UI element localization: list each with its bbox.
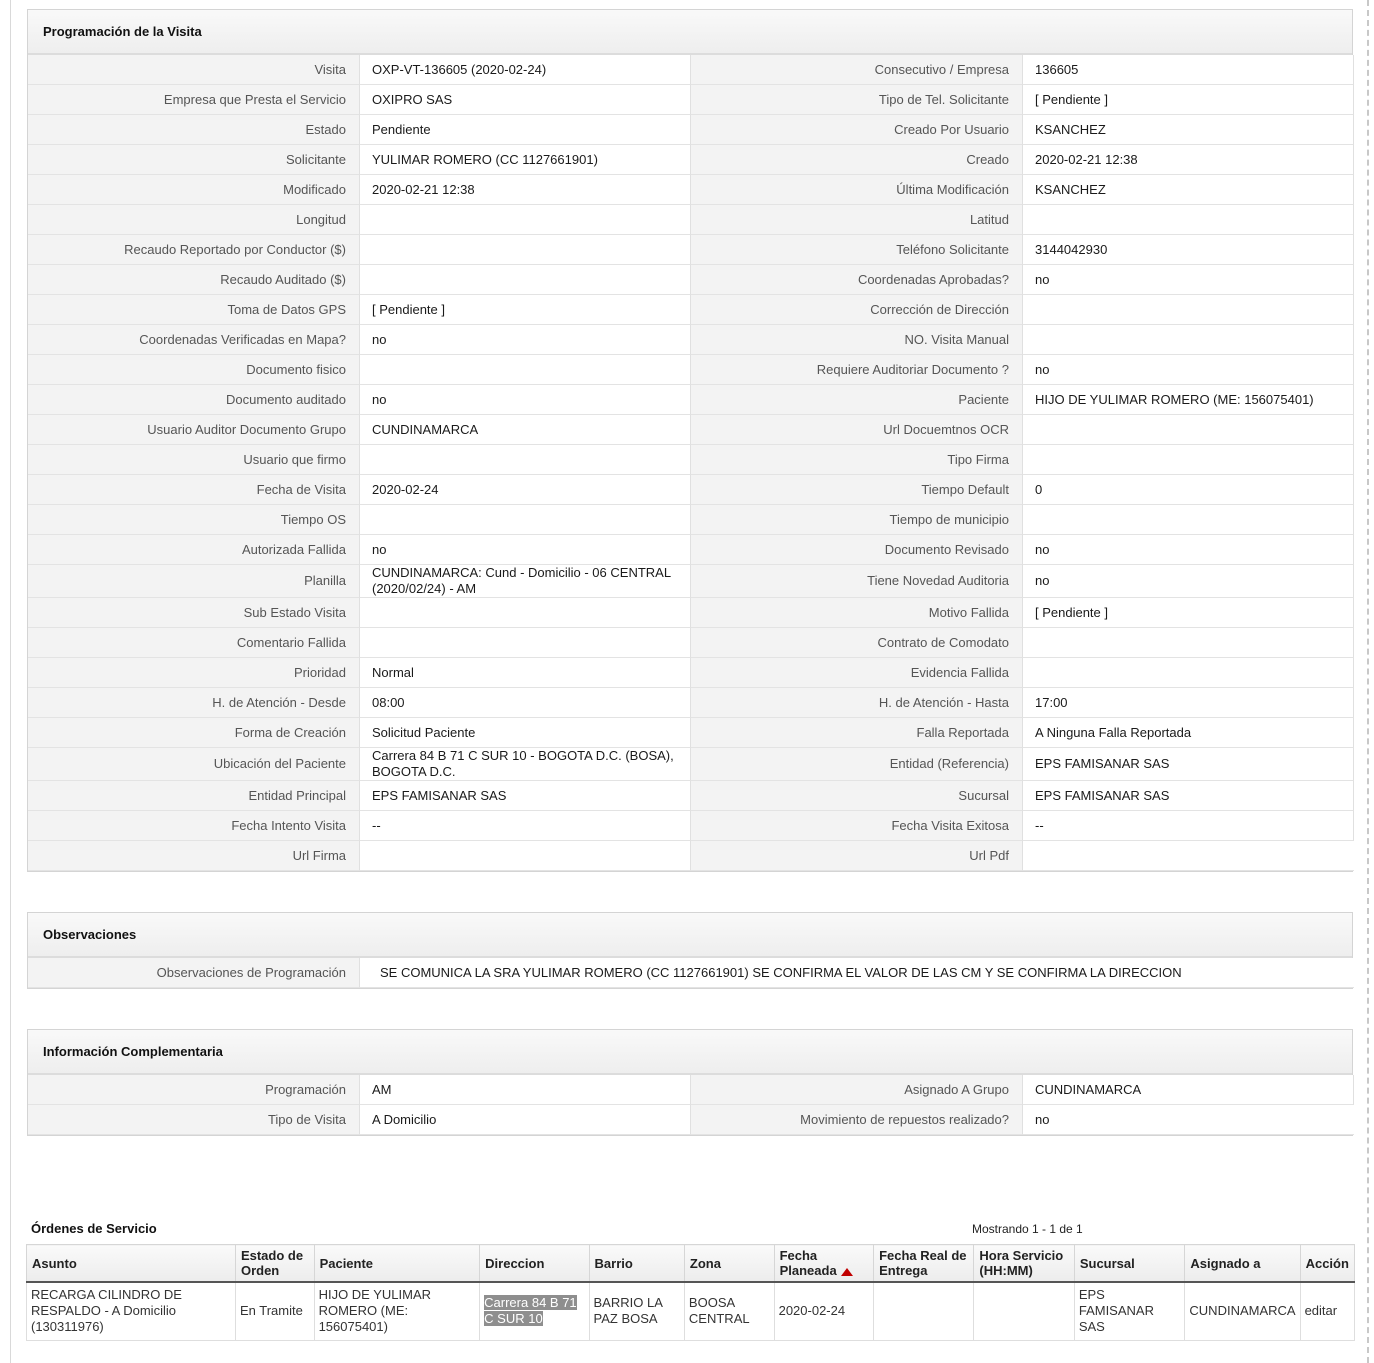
field-label: Paciente xyxy=(691,385,1023,415)
field-value: CUNDINAMARCA: Cund - Domicilio - 06 CENTRAL (2020/02/24) - AM xyxy=(360,565,691,598)
field-label: Estado xyxy=(28,115,360,145)
field-value: OXIPRO SAS xyxy=(360,85,691,115)
field-label: Usuario Auditor Documento Grupo xyxy=(28,415,360,445)
field-value: 08:00 xyxy=(360,688,691,718)
field-label: Creado Por Usuario xyxy=(691,115,1023,145)
field-value: KSANCHEZ xyxy=(1023,175,1354,205)
cell-barrio: BARRIO LA PAZ BOSA xyxy=(589,1282,684,1340)
field-label: Coordenadas Aprobadas? xyxy=(691,265,1023,295)
field-label: Tipo Firma xyxy=(691,445,1023,475)
field-value: 2020-02-21 12:38 xyxy=(1023,145,1354,175)
field-label: Documento auditado xyxy=(28,385,360,415)
ordenes-header-row xyxy=(27,1245,1355,1283)
field-label: Tipo de Tel. Solicitante xyxy=(691,85,1023,115)
programacion-title: Programación de la Visita xyxy=(28,10,1352,55)
table-row xyxy=(27,1282,1355,1340)
field-label: Visita xyxy=(28,55,360,85)
field-value xyxy=(1023,505,1354,535)
col-header-fecha-real[interactable]: Fecha Real de Entrega xyxy=(874,1245,974,1283)
field-value: A Ninguna Falla Reportada xyxy=(1023,718,1354,748)
cell-sucursal: EPS FAMISANAR SAS xyxy=(1074,1282,1185,1340)
field-label: Motivo Fallida xyxy=(691,598,1023,628)
cell-direccion xyxy=(480,1282,589,1340)
cell-estado: En Tramite xyxy=(235,1282,314,1340)
field-label: H. de Atención - Hasta xyxy=(691,688,1023,718)
right-dashed-divider xyxy=(1367,0,1369,1363)
field-value xyxy=(360,628,691,658)
field-value: 136605 xyxy=(1023,55,1354,85)
field-value: EPS FAMISANAR SAS xyxy=(1023,748,1354,781)
field-label: Entidad (Referencia) xyxy=(691,748,1023,781)
field-label: Url Firma xyxy=(28,841,360,871)
field-value: HIJO DE YULIMAR ROMERO (ME: 156075401) xyxy=(1023,385,1354,415)
field-label: Ubicación del Paciente xyxy=(28,748,360,781)
field-label: Coordenadas Verificadas en Mapa? xyxy=(28,325,360,355)
field-value xyxy=(360,235,691,265)
field-label: NO. Visita Manual xyxy=(691,325,1023,355)
field-value: [ Pendiente ] xyxy=(360,295,691,325)
field-value xyxy=(1023,325,1354,355)
field-value xyxy=(360,265,691,295)
field-value: 0 xyxy=(1023,475,1354,505)
field-label: Latitud xyxy=(691,205,1023,235)
field-label: Contrato de Comodato xyxy=(691,628,1023,658)
col-header-paciente[interactable]: Paciente xyxy=(314,1245,480,1283)
field-value: YULIMAR ROMERO (CC 1127661901) xyxy=(360,145,691,175)
field-value: Pendiente xyxy=(360,115,691,145)
field-label: Tipo de Visita xyxy=(28,1105,360,1135)
field-label: Tiempo de municipio xyxy=(691,505,1023,535)
field-value: OXP-VT-136605 (2020-02-24) xyxy=(360,55,691,85)
sort-ascending-icon[interactable] xyxy=(841,1268,853,1276)
cell-hora-servicio xyxy=(974,1282,1074,1340)
field-value: no xyxy=(360,535,691,565)
field-label: Longitud xyxy=(28,205,360,235)
field-label: Forma de Creación xyxy=(28,718,360,748)
left-frame-border xyxy=(10,0,11,1363)
field-value: no xyxy=(1023,265,1354,295)
ordenes-table xyxy=(26,1244,1355,1341)
field-value: 2020-02-24 xyxy=(360,475,691,505)
col-header-asignado[interactable]: Asignado a xyxy=(1185,1245,1300,1283)
field-value xyxy=(360,598,691,628)
cell-paciente: HIJO DE YULIMAR ROMERO (ME: 156075401) xyxy=(314,1282,480,1340)
field-value: EPS FAMISANAR SAS xyxy=(1023,781,1354,811)
field-label: Toma de Datos GPS xyxy=(28,295,360,325)
field-value: [ Pendiente ] xyxy=(1023,85,1354,115)
field-label: Falla Reportada xyxy=(691,718,1023,748)
field-value: no xyxy=(1023,355,1354,385)
field-label: Tiene Novedad Auditoria xyxy=(691,565,1023,598)
observaciones-label: Observaciones de Programación xyxy=(28,958,360,988)
col-header-direccion[interactable]: Direccion xyxy=(480,1245,589,1283)
observaciones-title: Observaciones xyxy=(28,913,1352,958)
field-value: [ Pendiente ] xyxy=(1023,598,1354,628)
complementaria-panel xyxy=(27,1029,1353,1136)
programacion-panel xyxy=(27,9,1353,872)
field-label: Teléfono Solicitante xyxy=(691,235,1023,265)
cell-fecha-real xyxy=(874,1282,974,1340)
field-value xyxy=(1023,415,1354,445)
col-header-estado[interactable]: Estado de Orden xyxy=(235,1245,314,1283)
field-value xyxy=(1023,841,1354,871)
field-value: no xyxy=(360,385,691,415)
field-value: -- xyxy=(360,811,691,841)
field-label: H. de Atención - Desde xyxy=(28,688,360,718)
col-header-asunto[interactable]: Asunto xyxy=(27,1245,236,1283)
field-value: EPS FAMISANAR SAS xyxy=(360,781,691,811)
field-value xyxy=(360,505,691,535)
field-value: CUNDINAMARCA xyxy=(360,415,691,445)
col-header-hora-servicio[interactable]: Hora Servicio (HH:MM) xyxy=(974,1245,1074,1283)
complementaria-grid xyxy=(28,1075,1352,1135)
field-value: no xyxy=(1023,1105,1354,1135)
field-label: Url Pdf xyxy=(691,841,1023,871)
field-label: Planilla xyxy=(28,565,360,598)
field-label: Fecha Intento Visita xyxy=(28,811,360,841)
cell-accion xyxy=(1300,1282,1354,1340)
field-value: Normal xyxy=(360,658,691,688)
field-label: Tiempo Default xyxy=(691,475,1023,505)
field-value: A Domicilio xyxy=(360,1105,691,1135)
cell-fecha-planeada: 2020-02-24 xyxy=(774,1282,873,1340)
field-value: -- xyxy=(1023,811,1354,841)
field-value: KSANCHEZ xyxy=(1023,115,1354,145)
field-label: Corrección de Dirección xyxy=(691,295,1023,325)
field-label: Usuario que firmo xyxy=(28,445,360,475)
field-label: Solicitante xyxy=(28,145,360,175)
col-header-sucursal[interactable]: Sucursal xyxy=(1074,1245,1185,1283)
field-value: AM xyxy=(360,1075,691,1105)
col-header-barrio[interactable]: Barrio xyxy=(589,1245,684,1283)
field-value: Solicitud Paciente xyxy=(360,718,691,748)
field-label: Recaudo Reportado por Conductor ($) xyxy=(28,235,360,265)
field-label: Asignado A Grupo xyxy=(691,1075,1023,1105)
field-label: Url Docuemtnos OCR xyxy=(691,415,1023,445)
observaciones-grid xyxy=(28,958,1352,988)
field-value: no xyxy=(1023,535,1354,565)
field-value xyxy=(360,205,691,235)
col-header-zona[interactable]: Zona xyxy=(684,1245,774,1283)
col-header-fecha-planeada[interactable] xyxy=(774,1245,873,1283)
field-label: Prioridad xyxy=(28,658,360,688)
editar-link[interactable]: editar xyxy=(1304,1303,1338,1319)
fecha-planeada-label: Fecha Planeada xyxy=(779,1248,837,1278)
field-value xyxy=(360,355,691,385)
field-value xyxy=(1023,205,1354,235)
field-label: Consecutivo / Empresa xyxy=(691,55,1023,85)
field-label: Sucursal xyxy=(691,781,1023,811)
field-value: 17:00 xyxy=(1023,688,1354,718)
field-label: Última Modificación xyxy=(691,175,1023,205)
field-value xyxy=(1023,295,1354,325)
field-label: Modificado xyxy=(28,175,360,205)
field-label: Programación xyxy=(28,1075,360,1105)
field-label: Documento fisico xyxy=(28,355,360,385)
field-label: Requiere Auditoriar Documento ? xyxy=(691,355,1023,385)
field-value: no xyxy=(360,325,691,355)
direccion-highlighted-text: Carrera 84 B 71 C SUR 10 xyxy=(484,1295,577,1327)
field-label: Evidencia Fallida xyxy=(691,658,1023,688)
field-value: no xyxy=(1023,565,1354,598)
field-value: 3144042930 xyxy=(1023,235,1354,265)
field-label: Fecha de Visita xyxy=(28,475,360,505)
field-value xyxy=(360,841,691,871)
field-label: Creado xyxy=(691,145,1023,175)
observaciones-value: SE COMUNICA LA SRA YULIMAR ROMERO (CC 1127661901) SE CONFIRMA EL VALOR DE LAS CM Y SE CONFIRMA LA DIRECCION xyxy=(360,958,1354,988)
field-label: Comentario Fallida xyxy=(28,628,360,658)
col-header-accion: Acción xyxy=(1300,1245,1354,1283)
ordenes-count: Mostrando 1 - 1 de 1 xyxy=(972,1222,1083,1236)
field-value: 2020-02-21 12:38 xyxy=(360,175,691,205)
field-value xyxy=(360,445,691,475)
field-label: Documento Revisado xyxy=(691,535,1023,565)
field-value xyxy=(1023,445,1354,475)
field-label: Tiempo OS xyxy=(28,505,360,535)
field-value: Carrera 84 B 71 C SUR 10 - BOGOTA D.C. (BOSA), BOGOTA D.C. xyxy=(360,748,691,781)
field-label: Fecha Visita Exitosa xyxy=(691,811,1023,841)
complementaria-title: Información Complementaria xyxy=(28,1030,1352,1075)
field-value: CUNDINAMARCA xyxy=(1023,1075,1354,1105)
field-value xyxy=(1023,628,1354,658)
field-label: Recaudo Auditado ($) xyxy=(28,265,360,295)
field-label: Sub Estado Visita xyxy=(28,598,360,628)
field-value xyxy=(1023,658,1354,688)
field-label: Movimiento de repuestos realizado? xyxy=(691,1105,1023,1135)
field-label: Autorizada Fallida xyxy=(28,535,360,565)
observaciones-panel xyxy=(27,912,1353,989)
cell-asignado: CUNDINAMARCA xyxy=(1185,1282,1300,1340)
field-label: Entidad Principal xyxy=(28,781,360,811)
field-label: Empresa que Presta el Servicio xyxy=(28,85,360,115)
programacion-grid xyxy=(28,55,1352,871)
cell-asunto: RECARGA CILINDRO DE RESPALDO - A Domicilio (130311976) xyxy=(27,1282,236,1340)
ordenes-title: Órdenes de Servicio xyxy=(31,1221,157,1236)
cell-zona: BOOSA CENTRAL xyxy=(684,1282,774,1340)
